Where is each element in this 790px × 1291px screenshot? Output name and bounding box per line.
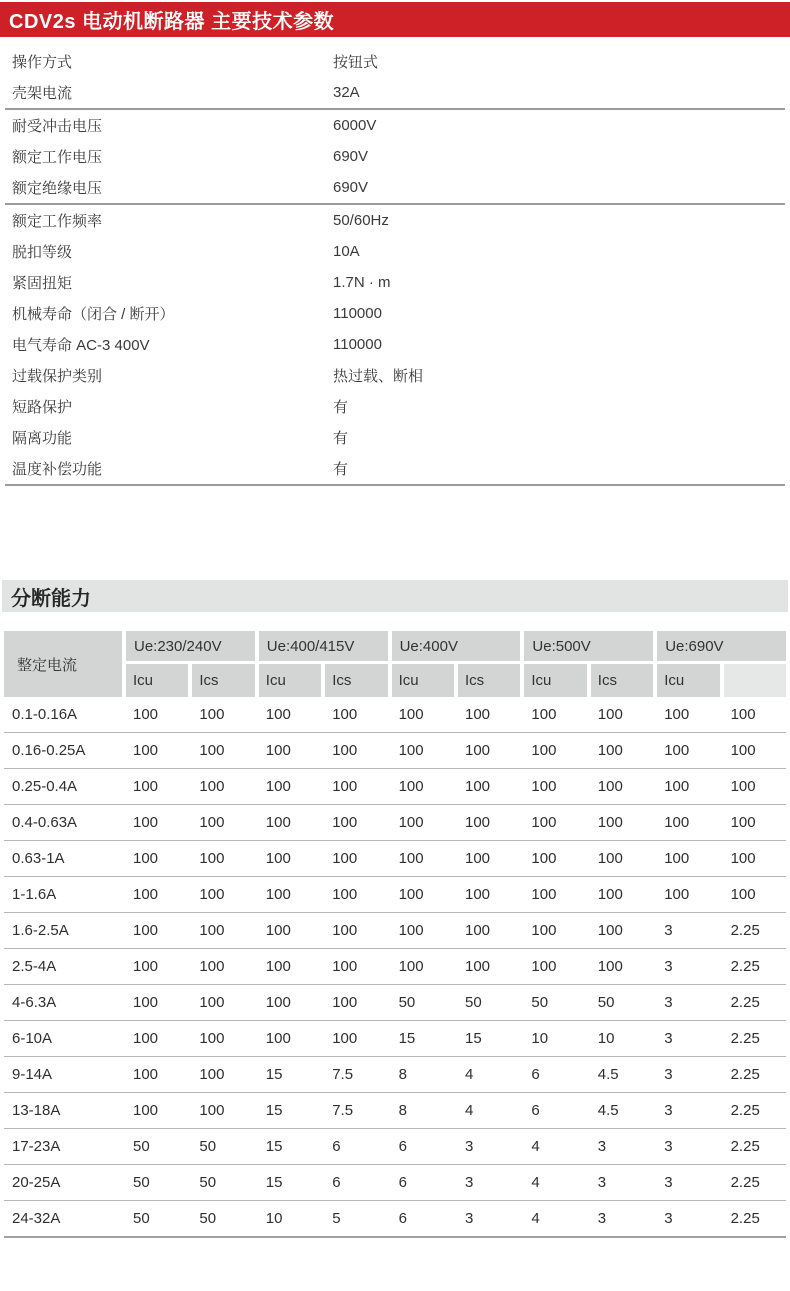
bc-value-cell: 15 — [265, 1174, 283, 1191]
param-label: 耐受冲击电压 — [12, 118, 103, 135]
bc-current-range: 6-10A — [12, 1030, 53, 1047]
bc-value-cell: 100 — [531, 706, 557, 723]
bc-value-cell: 6 — [332, 1138, 341, 1155]
bc-current-range: 13-18A — [12, 1102, 61, 1119]
param-row — [5, 172, 785, 203]
bc-subheader-cell: Ics — [325, 664, 387, 697]
param-row — [5, 360, 785, 391]
bc-value-cell: 100 — [265, 850, 291, 867]
bc-value-cell: 50 — [133, 1138, 150, 1155]
bc-value-cell: 100 — [664, 742, 690, 759]
bc-value-cell: 100 — [531, 958, 557, 975]
bc-value-cell: 100 — [398, 778, 424, 795]
bc-value-cell: 100 — [199, 922, 225, 939]
param-value: 6000V — [333, 117, 377, 134]
bc-subheader-cell: Ics — [591, 664, 653, 697]
param-row — [5, 110, 785, 141]
param-value: 690V — [333, 179, 369, 196]
bc-subheader-cell: Icu — [126, 664, 188, 697]
bc-value-cell: 100 — [133, 778, 159, 795]
bc-value-cell: 100 — [398, 886, 424, 903]
bc-value-cell: 100 — [531, 814, 557, 831]
bc-value-cell: 15 — [465, 1030, 482, 1047]
param-value: 50/60Hz — [333, 212, 389, 229]
bc-value-cell: 100 — [664, 706, 690, 723]
bc-row-header-cell: 整定电流 — [4, 631, 122, 697]
bc-value-cell: 3 — [664, 1138, 673, 1155]
bc-value-cell: 15 — [265, 1066, 283, 1083]
param-row — [5, 77, 785, 108]
param-row — [5, 453, 785, 484]
param-row — [5, 298, 785, 329]
bc-value-cell: 100 — [133, 886, 159, 903]
bc-value-cell: 100 — [398, 814, 424, 831]
bc-value-cell: 3 — [465, 1210, 474, 1227]
bc-value-cell: 100 — [332, 886, 358, 903]
bc-value-cell: 50 — [133, 1210, 150, 1227]
param-row — [5, 267, 785, 298]
bc-value-cell: 100 — [465, 922, 491, 939]
param-row — [5, 205, 785, 236]
bc-value-cell: 3 — [465, 1174, 474, 1191]
bc-value-cell: 3 — [664, 1174, 673, 1191]
bc-current-range: 4-6.3A — [12, 994, 57, 1011]
main-parameters-table — [5, 46, 785, 486]
bc-current-range: 0.25-0.4A — [12, 778, 78, 795]
bc-value-cell: 100 — [597, 814, 623, 831]
bc-value-cell: 4.5 — [597, 1102, 619, 1119]
bc-value-cell: 100 — [730, 886, 756, 903]
bc-value-cell: 100 — [199, 1102, 225, 1119]
bc-table-row — [4, 877, 786, 913]
param-row — [5, 236, 785, 267]
bc-value-cell: 100 — [398, 742, 424, 759]
bc-value-cell: 100 — [465, 850, 491, 867]
bc-current-range: 20-25A — [12, 1174, 61, 1191]
bc-value-cell: 4.5 — [597, 1066, 619, 1083]
bc-value-cell: 7.5 — [332, 1066, 354, 1083]
param-value: 有 — [333, 461, 349, 478]
bc-table-row — [4, 1165, 786, 1201]
bc-current-range: 1.6-2.5A — [12, 922, 69, 939]
section-title: 分断能力 — [11, 587, 91, 610]
param-label: 额定绝缘电压 — [12, 180, 103, 197]
bc-current-range: 0.16-0.25A — [12, 742, 86, 759]
bc-value-cell: 100 — [265, 994, 291, 1011]
bc-table-header — [4, 631, 786, 697]
bc-value-cell: 7.5 — [332, 1102, 354, 1119]
bc-value-cell: 15 — [265, 1102, 283, 1119]
bc-value-cell: 3 — [664, 958, 673, 975]
bc-value-cell: 100 — [531, 922, 557, 939]
bc-voltage-group-header: Ue:500V — [524, 631, 653, 661]
bc-value-cell: 100 — [199, 742, 225, 759]
bc-value-cell: 100 — [199, 994, 225, 1011]
param-value: 32A — [333, 84, 360, 101]
page-title: CDV2s 电动机断路器 主要技术参数 — [9, 11, 335, 33]
bc-voltage-group-header: Ue:690V — [657, 631, 786, 661]
param-row — [5, 391, 785, 422]
bc-value-cell: 100 — [265, 958, 291, 975]
bc-value-cell: 100 — [730, 814, 756, 831]
bc-value-cell: 2.25 — [730, 1102, 760, 1119]
bc-value-cell: 50 — [133, 1174, 150, 1191]
bc-subheader-empty-cell — [724, 664, 786, 697]
bc-current-range: 24-32A — [12, 1210, 61, 1227]
bc-subheader-cell: Icu — [524, 664, 586, 697]
bc-value-cell: 100 — [332, 742, 358, 759]
param-label: 额定工作电压 — [12, 149, 103, 166]
param-value: 1.7N · m — [333, 274, 391, 291]
bc-value-cell: 3 — [664, 1102, 673, 1119]
bc-value-cell: 6 — [531, 1066, 540, 1083]
param-value: 热过载、断相 — [333, 368, 424, 385]
bc-value-cell: 2.25 — [730, 994, 760, 1011]
param-value: 10A — [333, 243, 360, 260]
bc-current-range: 9-14A — [12, 1066, 53, 1083]
bc-value-cell: 100 — [398, 706, 424, 723]
bc-value-cell: 100 — [332, 778, 358, 795]
bc-value-cell: 100 — [199, 778, 225, 795]
bc-subheader-cell: Icu — [392, 664, 454, 697]
param-label: 额定工作频率 — [12, 213, 103, 230]
bc-value-cell: 3 — [664, 922, 673, 939]
param-row — [5, 46, 785, 77]
bc-value-cell: 100 — [199, 1030, 225, 1047]
param-label: 短路保护 — [12, 399, 73, 416]
bc-table-row — [4, 1093, 786, 1129]
bc-value-cell: 100 — [465, 706, 491, 723]
bc-value-cell: 100 — [265, 922, 291, 939]
bc-table-row — [4, 769, 786, 805]
param-label: 机械寿命（闭合 / 断开） — [12, 306, 175, 323]
bc-table-row — [4, 805, 786, 841]
bc-table-row — [4, 841, 786, 877]
bc-value-cell: 50 — [597, 994, 615, 1011]
bc-value-cell: 100 — [332, 850, 358, 867]
param-label: 温度补偿功能 — [12, 461, 103, 478]
bc-value-cell: 15 — [265, 1138, 283, 1155]
bc-value-cell: 100 — [597, 778, 623, 795]
bc-value-cell: 50 — [398, 994, 416, 1011]
bc-value-cell: 100 — [730, 850, 756, 867]
bc-value-cell: 100 — [332, 1030, 358, 1047]
bc-value-cell: 2.25 — [730, 1174, 760, 1191]
bc-value-cell: 100 — [133, 994, 159, 1011]
bc-subheader-cell: Ics — [192, 664, 254, 697]
bc-value-cell: 6 — [398, 1174, 407, 1191]
bc-value-cell: 3 — [664, 1030, 673, 1047]
bc-value-cell: 100 — [597, 922, 623, 939]
bc-value-cell: 100 — [265, 706, 291, 723]
param-value: 有 — [333, 399, 349, 416]
bc-value-cell: 100 — [664, 778, 690, 795]
bc-value-cell: 4 — [465, 1102, 474, 1119]
bc-subheader-cell: Icu — [657, 664, 719, 697]
bc-value-cell: 100 — [332, 958, 358, 975]
bc-value-cell: 50 — [531, 994, 549, 1011]
param-value: 按钮式 — [333, 54, 379, 71]
bc-value-cell: 3 — [664, 994, 673, 1011]
spec-sheet-page — [0, 2, 790, 1238]
bc-value-cell: 100 — [465, 958, 491, 975]
bc-value-cell: 100 — [265, 778, 291, 795]
bc-value-cell: 100 — [332, 814, 358, 831]
bc-value-cell: 100 — [730, 706, 756, 723]
param-row — [5, 422, 785, 453]
bc-value-cell: 100 — [597, 886, 623, 903]
param-group-3 — [5, 205, 785, 486]
bc-value-cell: 100 — [133, 922, 159, 939]
bc-value-cell: 100 — [199, 850, 225, 867]
bc-table-body — [4, 697, 786, 1238]
bc-value-cell: 50 — [199, 1210, 217, 1227]
bc-value-cell: 2.25 — [730, 922, 760, 939]
bc-table-row — [4, 985, 786, 1021]
bc-value-cell: 100 — [730, 742, 756, 759]
bc-value-cell: 2.25 — [730, 1066, 760, 1083]
bc-table-row — [4, 1057, 786, 1093]
bc-subheader-cell: Icu — [259, 664, 321, 697]
bc-value-cell: 100 — [133, 742, 159, 759]
param-group-1 — [5, 46, 785, 110]
bc-value-cell: 6 — [398, 1138, 407, 1155]
bc-value-cell: 5 — [332, 1210, 341, 1227]
bc-value-cell: 3 — [597, 1210, 607, 1227]
bc-value-cell: 100 — [531, 778, 557, 795]
bc-value-cell: 10 — [265, 1210, 283, 1227]
bc-value-cell: 100 — [465, 814, 491, 831]
bc-value-cell: 4 — [465, 1066, 474, 1083]
bc-value-cell: 3 — [664, 1066, 673, 1083]
bc-value-cell: 100 — [133, 850, 159, 867]
bc-value-cell: 100 — [199, 958, 225, 975]
bc-value-cell: 50 — [199, 1138, 217, 1155]
bc-value-cell: 100 — [332, 994, 358, 1011]
bc-current-range: 1-1.6A — [12, 886, 57, 903]
bc-current-range: 2.5-4A — [12, 958, 57, 975]
bc-value-cell: 50 — [465, 994, 482, 1011]
page-title-bar — [0, 2, 790, 37]
param-label: 操作方式 — [12, 54, 73, 71]
bc-value-cell: 100 — [265, 886, 291, 903]
bc-current-range: 17-23A — [12, 1138, 61, 1155]
bc-value-cell: 100 — [265, 814, 291, 831]
bc-value-cell: 2.25 — [730, 1138, 760, 1155]
bc-value-cell: 100 — [133, 1102, 159, 1119]
bc-value-cell: 100 — [597, 706, 623, 723]
param-value: 110000 — [333, 336, 382, 353]
bc-value-cell: 100 — [730, 778, 756, 795]
bc-value-cell: 8 — [398, 1066, 407, 1083]
param-label: 过载保护类别 — [12, 368, 103, 385]
bc-value-cell: 2.25 — [730, 1210, 760, 1227]
bc-subheader-cell: Ics — [458, 664, 520, 697]
bc-value-cell: 2.25 — [730, 1030, 760, 1047]
section-title-bar — [2, 580, 788, 612]
bc-value-cell: 8 — [398, 1102, 407, 1119]
bc-value-cell: 3 — [597, 1138, 607, 1155]
bc-value-cell: 100 — [199, 706, 225, 723]
bc-current-range: 0.1-0.16A — [12, 706, 78, 723]
bc-table-row — [4, 733, 786, 769]
bc-table-row — [4, 1021, 786, 1057]
param-label: 脱扣等级 — [12, 244, 73, 261]
bc-value-cell: 100 — [199, 814, 225, 831]
bc-value-cell: 100 — [398, 958, 424, 975]
breaking-capacity-table — [4, 631, 786, 1238]
param-value: 110000 — [333, 305, 382, 322]
bc-table-row — [4, 913, 786, 949]
bc-voltage-group-header: Ue:230/240V — [126, 631, 255, 661]
bc-value-cell: 100 — [465, 778, 491, 795]
bc-value-cell: 10 — [531, 1030, 549, 1047]
bc-value-cell: 100 — [531, 886, 557, 903]
bc-value-cell: 100 — [199, 886, 225, 903]
bc-value-cell: 6 — [531, 1102, 540, 1119]
param-group-2 — [5, 110, 785, 205]
bc-value-cell: 50 — [199, 1174, 217, 1191]
bc-table-row — [4, 949, 786, 985]
bc-table-row — [4, 1201, 786, 1238]
param-row — [5, 329, 785, 360]
bc-value-cell: 100 — [332, 922, 358, 939]
bc-value-cell: 100 — [133, 958, 159, 975]
bc-value-cell: 100 — [133, 1030, 159, 1047]
bc-current-range: 0.4-0.63A — [12, 814, 78, 831]
bc-value-cell: 100 — [531, 850, 557, 867]
bc-table-row — [4, 697, 786, 733]
bc-voltage-group-header: Ue:400V — [392, 631, 521, 661]
bc-value-cell: 100 — [133, 706, 159, 723]
bc-value-cell: 4 — [531, 1174, 540, 1191]
bc-value-cell: 100 — [597, 850, 623, 867]
bc-value-cell: 4 — [531, 1210, 540, 1227]
bc-value-cell: 100 — [265, 742, 291, 759]
bc-value-cell: 100 — [465, 742, 491, 759]
bc-value-cell: 3 — [597, 1174, 607, 1191]
bc-value-cell: 100 — [664, 886, 690, 903]
param-label: 紧固扭矩 — [12, 275, 73, 292]
bc-value-cell: 2.25 — [730, 958, 760, 975]
bc-value-cell: 10 — [597, 1030, 615, 1047]
bc-value-cell: 15 — [398, 1030, 416, 1047]
bc-value-cell: 100 — [265, 1030, 291, 1047]
bc-value-cell: 100 — [465, 886, 491, 903]
bc-table-row — [4, 1129, 786, 1165]
bc-value-cell: 100 — [597, 742, 623, 759]
bc-value-cell: 100 — [531, 742, 557, 759]
bc-value-cell: 100 — [133, 814, 159, 831]
bc-value-cell: 100 — [664, 850, 690, 867]
bc-value-cell: 100 — [332, 706, 358, 723]
bc-value-cell: 6 — [332, 1174, 341, 1191]
param-row — [5, 141, 785, 172]
bc-value-cell: 100 — [199, 1066, 225, 1083]
bc-current-range: 0.63-1A — [12, 850, 65, 867]
param-label: 电气寿命 AC-3 400V — [12, 337, 150, 354]
bc-value-cell: 6 — [398, 1210, 407, 1227]
param-label: 壳架电流 — [12, 85, 73, 102]
bc-value-cell: 100 — [133, 1066, 159, 1083]
bc-value-cell: 4 — [531, 1138, 540, 1155]
param-label: 隔离功能 — [12, 430, 73, 447]
bc-value-cell: 100 — [398, 850, 424, 867]
bc-value-cell: 3 — [664, 1210, 673, 1227]
bc-value-cell: 100 — [664, 814, 690, 831]
param-value: 690V — [333, 148, 369, 165]
bc-voltage-group-header: Ue:400/415V — [259, 631, 388, 661]
param-value: 有 — [333, 430, 349, 447]
bc-value-cell: 100 — [398, 922, 424, 939]
bc-value-cell: 3 — [465, 1138, 474, 1155]
bc-value-cell: 100 — [597, 958, 623, 975]
